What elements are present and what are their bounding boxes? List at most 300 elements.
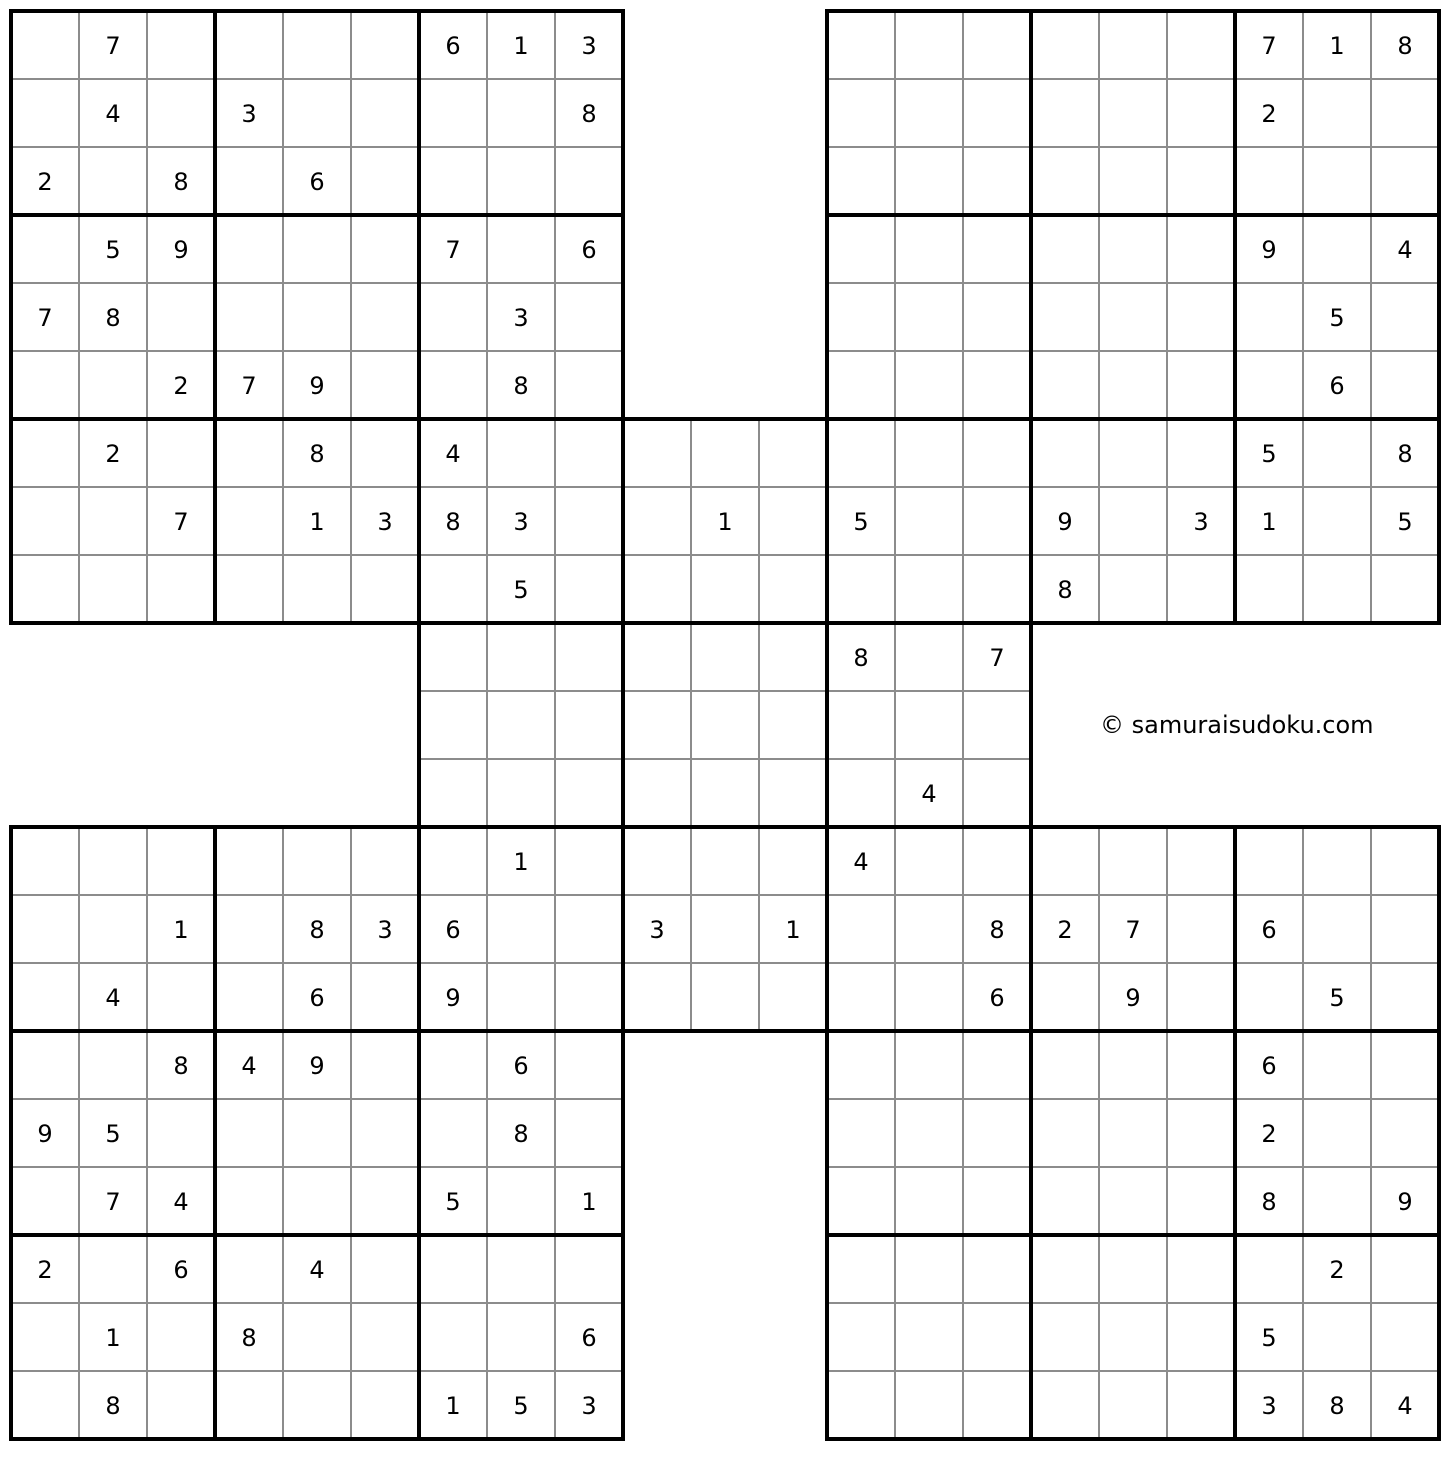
cell-r12-c13[interactable] [895,827,963,895]
cell-r13-c3[interactable] [215,895,283,963]
cell-r6-c3[interactable] [215,419,283,487]
cell-r13-c7[interactable] [487,895,555,963]
cell-r14-c9[interactable] [623,963,691,1031]
cell-r0-c4[interactable] [283,11,351,79]
cell-r2-c8[interactable] [555,147,623,215]
cell-r7-c8[interactable] [555,487,623,555]
cell-r15-c5[interactable] [351,1031,419,1099]
cell-r8-c1[interactable] [79,555,147,623]
cell-r8-c17[interactable] [1167,555,1235,623]
cell-r6-c2[interactable] [147,419,215,487]
cell-r17-c19[interactable] [1303,1167,1371,1235]
given-digit: 5 [1329,984,1345,1012]
cell-r12-c3[interactable] [215,827,283,895]
cell-r6-c15[interactable] [1031,419,1099,487]
cell-r1-c7[interactable] [487,79,555,147]
cell-r8-c9[interactable] [623,555,691,623]
cell-r9-c9[interactable] [623,623,691,691]
cell-r18-c12[interactable] [827,1235,895,1303]
given-digit: 9 [1057,508,1073,536]
cell-r17-c3[interactable] [215,1167,283,1235]
cell-r9-c10[interactable] [691,623,759,691]
cell-r13-c19[interactable] [1303,895,1371,963]
given-digit: 2 [1329,1256,1345,1284]
cell-r10-c13[interactable] [895,691,963,759]
cell-r1-c12[interactable] [827,79,895,147]
cell-r3-c5[interactable] [351,215,419,283]
cell-r16-c5[interactable] [351,1099,419,1167]
cell-r5-c6[interactable] [419,351,487,419]
cell-r20-c3[interactable] [215,1371,283,1439]
cell-r11-c9[interactable] [623,759,691,827]
cell-r8-c11[interactable] [759,555,827,623]
cell-r7-c13[interactable] [895,487,963,555]
cell-r14-c0[interactable] [11,963,79,1031]
cell-r9-c7[interactable] [487,623,555,691]
cell-r11-c12[interactable] [827,759,895,827]
given-digit: 1 [1261,508,1277,536]
cell-r8-c3[interactable] [215,555,283,623]
cell-r8-c6[interactable] [419,555,487,623]
cell-r6-c13[interactable] [895,419,963,487]
cell-r4-c8[interactable] [555,283,623,351]
cell-r1-c0[interactable] [11,79,79,147]
cell-r3-c3[interactable] [215,215,283,283]
cell-r13-c20[interactable] [1371,895,1439,963]
cell-r7-c14[interactable] [963,487,1031,555]
given-digit: 1 [105,1324,121,1352]
cell-r14-c5[interactable] [351,963,419,1031]
cell-r19-c5[interactable] [351,1303,419,1371]
cell-r14-c18[interactable] [1235,963,1303,1031]
cell-r3-c17[interactable] [1167,215,1235,283]
cell-r14-c2[interactable] [147,963,215,1031]
cell-r4-c17[interactable] [1167,283,1235,351]
cell-r20-c17[interactable] [1167,1371,1235,1439]
cell-r1-c15[interactable] [1031,79,1099,147]
cell-r2-c12[interactable] [827,147,895,215]
cell-r11-c7[interactable] [487,759,555,827]
cell-r16-c6[interactable] [419,1099,487,1167]
cell-r18-c18[interactable] [1235,1235,1303,1303]
cell-r18-c16[interactable] [1099,1235,1167,1303]
cell-r3-c12[interactable] [827,215,895,283]
cell-r11-c10[interactable] [691,759,759,827]
given-digit: 2 [37,1256,53,1284]
cell-r16-c3[interactable] [215,1099,283,1167]
cell-r5-c18[interactable] [1235,351,1303,419]
cell-r8-c4[interactable] [283,555,351,623]
cell-r8-c8[interactable] [555,555,623,623]
cell-r7-c11[interactable] [759,487,827,555]
cell-r11-c6[interactable] [419,759,487,827]
given-digit: 5 [513,576,529,604]
cell-r15-c16[interactable] [1099,1031,1167,1099]
cell-r2-c5[interactable] [351,147,419,215]
cell-r2-c20[interactable] [1371,147,1439,215]
cell-r12-c9[interactable] [623,827,691,895]
cell-r5-c0[interactable] [11,351,79,419]
cell-r4-c2[interactable] [147,283,215,351]
cell-r19-c20[interactable] [1371,1303,1439,1371]
cell-r1-c19[interactable] [1303,79,1371,147]
cell-r3-c0[interactable] [11,215,79,283]
cell-r12-c14[interactable] [963,827,1031,895]
given-digit: 6 [581,1324,597,1352]
cell-r6-c11[interactable] [759,419,827,487]
cell-r12-c16[interactable] [1099,827,1167,895]
cell-r16-c20[interactable] [1371,1099,1439,1167]
cell-r19-c6[interactable] [419,1303,487,1371]
cell-r7-c1[interactable] [79,487,147,555]
given-digit: 8 [105,304,121,332]
cell-r11-c8[interactable] [555,759,623,827]
given-digit: 9 [445,984,461,1012]
cell-r16-c4[interactable] [283,1099,351,1167]
cell-r12-c4[interactable] [283,827,351,895]
cell-r4-c3[interactable] [215,283,283,351]
cell-r19-c19[interactable] [1303,1303,1371,1371]
cell-r16-c14[interactable] [963,1099,1031,1167]
cell-r2-c7[interactable] [487,147,555,215]
cell-r12-c19[interactable] [1303,827,1371,895]
cell-r0-c3[interactable] [215,11,283,79]
cell-r8-c16[interactable] [1099,555,1167,623]
cell-r13-c10[interactable] [691,895,759,963]
cell-r12-c1[interactable] [79,827,147,895]
cell-r17-c5[interactable] [351,1167,419,1235]
cell-r0-c5[interactable] [351,11,419,79]
cell-r20-c13[interactable] [895,1371,963,1439]
cell-r19-c14[interactable] [963,1303,1031,1371]
cell-r18-c17[interactable] [1167,1235,1235,1303]
cell-r0-c12[interactable] [827,11,895,79]
cell-r17-c0[interactable] [11,1167,79,1235]
cell-r5-c5[interactable] [351,351,419,419]
cell-r19-c12[interactable] [827,1303,895,1371]
cell-r0-c15[interactable] [1031,11,1099,79]
cell-r7-c9[interactable] [623,487,691,555]
cell-r19-c16[interactable] [1099,1303,1167,1371]
cell-r8-c12[interactable] [827,555,895,623]
given-digit: 4 [445,440,461,468]
cell-r10-c6[interactable] [419,691,487,759]
cell-r10-c11[interactable] [759,691,827,759]
cell-r0-c2[interactable] [147,11,215,79]
cell-r1-c17[interactable] [1167,79,1235,147]
cell-r13-c1[interactable] [79,895,147,963]
cell-r1-c20[interactable] [1371,79,1439,147]
cell-r18-c6[interactable] [419,1235,487,1303]
cell-r4-c5[interactable] [351,283,419,351]
cell-r13-c13[interactable] [895,895,963,963]
cell-r3-c13[interactable] [895,215,963,283]
cell-r5-c17[interactable] [1167,351,1235,419]
cell-r15-c8[interactable] [555,1031,623,1099]
cell-r18-c5[interactable] [351,1235,419,1303]
cell-r8-c0[interactable] [11,555,79,623]
cell-r18-c1[interactable] [79,1235,147,1303]
cell-r8-c2[interactable] [147,555,215,623]
cell-r0-c13[interactable] [895,11,963,79]
cell-r6-c16[interactable] [1099,419,1167,487]
cell-r17-c15[interactable] [1031,1167,1099,1235]
cell-r20-c16[interactable] [1099,1371,1167,1439]
cell-r8-c13[interactable] [895,555,963,623]
cell-r7-c3[interactable] [215,487,283,555]
cell-r15-c19[interactable] [1303,1031,1371,1099]
given-digit: 2 [173,372,189,400]
cell-r5-c20[interactable] [1371,351,1439,419]
cell-r3-c7[interactable] [487,215,555,283]
cell-r11-c14[interactable] [963,759,1031,827]
cell-r0-c14[interactable] [963,11,1031,79]
cell-r4-c15[interactable] [1031,283,1099,351]
given-digit: 5 [105,236,121,264]
cell-r1-c13[interactable] [895,79,963,147]
cell-r7-c0[interactable] [11,487,79,555]
cell-r8-c20[interactable] [1371,555,1439,623]
cell-r12-c5[interactable] [351,827,419,895]
cell-r20-c14[interactable] [963,1371,1031,1439]
cell-r12-c18[interactable] [1235,827,1303,895]
cell-r18-c13[interactable] [895,1235,963,1303]
cell-r14-c3[interactable] [215,963,283,1031]
cell-r5-c16[interactable] [1099,351,1167,419]
cell-r5-c12[interactable] [827,351,895,419]
cell-r15-c14[interactable] [963,1031,1031,1099]
cell-r2-c6[interactable] [419,147,487,215]
cell-r18-c20[interactable] [1371,1235,1439,1303]
given-digit: 9 [309,372,325,400]
cell-r19-c2[interactable] [147,1303,215,1371]
cell-r20-c5[interactable] [351,1371,419,1439]
cell-r6-c19[interactable] [1303,419,1371,487]
cell-r12-c20[interactable] [1371,827,1439,895]
cell-r14-c15[interactable] [1031,963,1099,1031]
cell-r13-c0[interactable] [11,895,79,963]
cell-r18-c14[interactable] [963,1235,1031,1303]
cell-r13-c17[interactable] [1167,895,1235,963]
cell-r13-c12[interactable] [827,895,895,963]
cell-r4-c16[interactable] [1099,283,1167,351]
cell-r17-c7[interactable] [487,1167,555,1235]
cell-r0-c16[interactable] [1099,11,1167,79]
cell-r6-c9[interactable] [623,419,691,487]
cell-r16-c16[interactable] [1099,1099,1167,1167]
given-digit: 8 [105,1392,121,1420]
cell-r14-c7[interactable] [487,963,555,1031]
given-digit: 5 [1397,508,1413,536]
cell-r18-c15[interactable] [1031,1235,1099,1303]
cell-r17-c17[interactable] [1167,1167,1235,1235]
cell-r1-c5[interactable] [351,79,419,147]
cell-r20-c12[interactable] [827,1371,895,1439]
cell-r6-c7[interactable] [487,419,555,487]
cell-r19-c13[interactable] [895,1303,963,1371]
cell-r10-c12[interactable] [827,691,895,759]
cell-r10-c10[interactable] [691,691,759,759]
cell-r10-c14[interactable] [963,691,1031,759]
given-digit: 9 [1397,1188,1413,1216]
cell-r10-c9[interactable] [623,691,691,759]
cell-r1-c14[interactable] [963,79,1031,147]
cell-r3-c16[interactable] [1099,215,1167,283]
cell-r18-c8[interactable] [555,1235,623,1303]
cell-r2-c19[interactable] [1303,147,1371,215]
given-digit: 8 [445,508,461,536]
cell-r4-c18[interactable] [1235,283,1303,351]
cell-r19-c0[interactable] [11,1303,79,1371]
cell-r4-c4[interactable] [283,283,351,351]
cell-r2-c1[interactable] [79,147,147,215]
cell-r1-c6[interactable] [419,79,487,147]
given-digit: 6 [173,1256,189,1284]
given-digit: 6 [581,236,597,264]
cell-r20-c4[interactable] [283,1371,351,1439]
cell-r15-c17[interactable] [1167,1031,1235,1099]
cell-r15-c12[interactable] [827,1031,895,1099]
cell-r9-c11[interactable] [759,623,827,691]
cell-r12-c8[interactable] [555,827,623,895]
cell-r7-c19[interactable] [1303,487,1371,555]
given-digit: 1 [513,848,529,876]
cell-r15-c0[interactable] [11,1031,79,1099]
cell-r5-c8[interactable] [555,351,623,419]
cell-r9-c8[interactable] [555,623,623,691]
cell-r2-c15[interactable] [1031,147,1099,215]
cell-r18-c3[interactable] [215,1235,283,1303]
given-digit: 9 [1261,236,1277,264]
cell-r16-c8[interactable] [555,1099,623,1167]
cell-r17-c12[interactable] [827,1167,895,1235]
given-digit: 8 [853,644,869,672]
cell-r6-c14[interactable] [963,419,1031,487]
cell-r6-c12[interactable] [827,419,895,487]
cell-r19-c15[interactable] [1031,1303,1099,1371]
cell-r20-c15[interactable] [1031,1371,1099,1439]
cell-r19-c17[interactable] [1167,1303,1235,1371]
cell-r17-c4[interactable] [283,1167,351,1235]
cell-r16-c2[interactable] [147,1099,215,1167]
cell-r12-c15[interactable] [1031,827,1099,895]
cell-r10-c8[interactable] [555,691,623,759]
cell-r8-c19[interactable] [1303,555,1371,623]
given-digit: 3 [1261,1392,1277,1420]
cell-r17-c13[interactable] [895,1167,963,1235]
cell-r15-c15[interactable] [1031,1031,1099,1099]
cell-r12-c0[interactable] [11,827,79,895]
cell-r5-c1[interactable] [79,351,147,419]
cell-r6-c8[interactable] [555,419,623,487]
cell-r15-c1[interactable] [79,1031,147,1099]
cell-r15-c20[interactable] [1371,1031,1439,1099]
cell-r1-c4[interactable] [283,79,351,147]
cell-r2-c13[interactable] [895,147,963,215]
given-digit: 3 [581,1392,597,1420]
cell-r11-c11[interactable] [759,759,827,827]
cell-r6-c17[interactable] [1167,419,1235,487]
given-digit: 6 [989,984,1005,1012]
cell-r1-c2[interactable] [147,79,215,147]
cell-r5-c14[interactable] [963,351,1031,419]
cell-r16-c15[interactable] [1031,1099,1099,1167]
cell-r9-c6[interactable] [419,623,487,691]
cell-r3-c15[interactable] [1031,215,1099,283]
cell-r2-c3[interactable] [215,147,283,215]
cell-r8-c14[interactable] [963,555,1031,623]
cell-r14-c11[interactable] [759,963,827,1031]
cell-r12-c6[interactable] [419,827,487,895]
cell-r3-c19[interactable] [1303,215,1371,283]
cell-r17-c16[interactable] [1099,1167,1167,1235]
cell-r12-c10[interactable] [691,827,759,895]
cell-r5-c13[interactable] [895,351,963,419]
cell-r8-c10[interactable] [691,555,759,623]
given-digit: 6 [309,984,325,1012]
cell-r17-c14[interactable] [963,1167,1031,1235]
cell-r16-c19[interactable] [1303,1099,1371,1167]
cell-r10-c7[interactable] [487,691,555,759]
cell-r19-c7[interactable] [487,1303,555,1371]
cell-r3-c14[interactable] [963,215,1031,283]
cell-r14-c17[interactable] [1167,963,1235,1031]
cell-r4-c20[interactable] [1371,283,1439,351]
cell-r3-c4[interactable] [283,215,351,283]
cell-r12-c2[interactable] [147,827,215,895]
cell-r0-c17[interactable] [1167,11,1235,79]
cell-r5-c15[interactable] [1031,351,1099,419]
cell-r8-c18[interactable] [1235,555,1303,623]
cell-r20-c0[interactable] [11,1371,79,1439]
given-digit: 7 [445,236,461,264]
cell-r15-c13[interactable] [895,1031,963,1099]
cell-r7-c16[interactable] [1099,487,1167,555]
cell-r4-c6[interactable] [419,283,487,351]
cell-r6-c5[interactable] [351,419,419,487]
cell-r4-c14[interactable] [963,283,1031,351]
cell-r12-c11[interactable] [759,827,827,895]
cell-r19-c4[interactable] [283,1303,351,1371]
cell-r13-c8[interactable] [555,895,623,963]
cell-r18-c7[interactable] [487,1235,555,1303]
cell-r0-c0[interactable] [11,11,79,79]
cell-r15-c6[interactable] [419,1031,487,1099]
cell-r2-c14[interactable] [963,147,1031,215]
cell-r4-c13[interactable] [895,283,963,351]
cell-r14-c13[interactable] [895,963,963,1031]
cell-r1-c16[interactable] [1099,79,1167,147]
cell-r4-c12[interactable] [827,283,895,351]
cell-r6-c0[interactable] [11,419,79,487]
cell-r16-c17[interactable] [1167,1099,1235,1167]
cell-r2-c17[interactable] [1167,147,1235,215]
cell-r14-c20[interactable] [1371,963,1439,1031]
cell-r14-c10[interactable] [691,963,759,1031]
cell-r20-c2[interactable] [147,1371,215,1439]
cell-r16-c13[interactable] [895,1099,963,1167]
cell-r8-c5[interactable] [351,555,419,623]
cell-r2-c16[interactable] [1099,147,1167,215]
cell-r6-c10[interactable] [691,419,759,487]
cell-r2-c18[interactable] [1235,147,1303,215]
given-digit: 8 [241,1324,257,1352]
cell-r14-c12[interactable] [827,963,895,1031]
cell-r12-c17[interactable] [1167,827,1235,895]
cell-r16-c12[interactable] [827,1099,895,1167]
cell-r14-c8[interactable] [555,963,623,1031]
cell-r9-c13[interactable] [895,623,963,691]
